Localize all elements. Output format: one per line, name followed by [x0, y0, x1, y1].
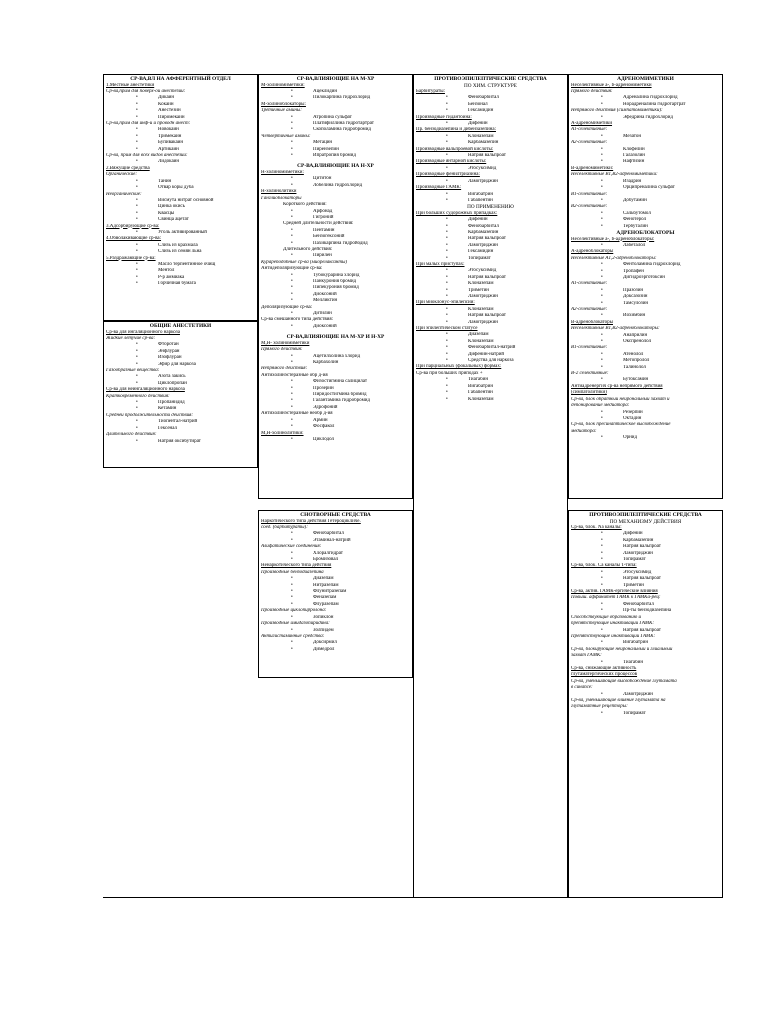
- drug-item: • Энфлуран: [106, 349, 255, 355]
- drug-item: • Йохимбин: [571, 313, 720, 319]
- drug-item: • Квасцы: [106, 211, 255, 217]
- drug-item: • Триметин: [571, 583, 720, 589]
- drug-item: • Фенобарбитал: [261, 531, 410, 537]
- drug-item: • Тамсулозин: [571, 301, 720, 307]
- drug-item: • Габапентин: [416, 198, 565, 204]
- drug-item: • Резерпин: [571, 410, 720, 416]
- drug-item: • Ламотриджин: [416, 243, 565, 249]
- drug-item: • Тропафен: [571, 269, 720, 275]
- drug-item: • Тербуталин: [571, 224, 720, 230]
- drug-item: • Дифенин: [571, 531, 720, 537]
- drug-item: • Мелликтин: [261, 298, 410, 304]
- drug-item: • Эдрофоний: [261, 405, 410, 411]
- drug-item: • Р-р аммиака: [106, 275, 255, 281]
- subgroup-label: Кратковременного действия:: [106, 393, 170, 399]
- drug-item: • Гексамидин: [416, 249, 565, 255]
- subgroup-label: Ср-ва, блок обратный нейрональный захват и: [571, 396, 670, 402]
- antiepileptic-structure-list: [416, 89, 565, 403]
- drug-item: • Кетамин: [106, 406, 255, 412]
- drug-item: • Мезатон: [571, 134, 720, 140]
- drug-item: • Карбамазепин: [571, 538, 720, 544]
- text-line: Антихолинэстеразные необр д-ия: [261, 411, 333, 417]
- drug-item: • Бромизовал: [261, 557, 410, 563]
- section-heading: М-холиномиметики:: [261, 82, 305, 88]
- drug-item: • Фенобарбитал: [416, 95, 565, 101]
- drug-item: • Слизь из крахмала: [106, 243, 255, 249]
- drug-item: • Натрия вальпроат: [416, 313, 565, 319]
- drug-item: • Топирамат: [416, 256, 565, 262]
- section-heading: Ненаркотического типа действия: [261, 563, 332, 569]
- subgroup-label: Ср-ва,прим для инф-й и проводн анест:: [106, 121, 191, 127]
- subgroup-label: A2-селективные:: [571, 140, 608, 146]
- subgroup-label: Повыш. аффинитет ГАМК к ГАМКа-рец:: [571, 595, 661, 601]
- drug-item: • Тиагабин: [571, 660, 720, 666]
- section-heading: При больших судорожных припадках:: [416, 210, 498, 216]
- drug-item: • Ацеклидин: [261, 89, 410, 95]
- subgroup-label: соед. (барбитураты):: [261, 525, 308, 530]
- drug-item: • Анаприлин: [571, 333, 720, 339]
- antiepileptic-structure-subtitle: ПО ХИМ. СТРУКТУРЕ: [464, 82, 517, 89]
- subgroup-label: Ср-ва, прим для всех видов анестезии:: [106, 153, 188, 159]
- section-heading: 2.Вяжущие средства: [106, 165, 150, 171]
- drug-item: • Орнид: [571, 435, 720, 441]
- general-anesthetics-list: [106, 330, 255, 445]
- drug-item: • Пилокарпина гидрохлорид: [261, 95, 410, 101]
- antiepileptic-mechanism-box: [568, 510, 723, 898]
- drug-item: • Метопролол: [571, 358, 720, 364]
- drug-item: • Прозерин: [261, 386, 410, 392]
- drug-item: • Флуразепам: [261, 602, 410, 608]
- section-heading: A-адреноблокаторы: [571, 249, 614, 255]
- drug-item: • Дифенин-натрий: [416, 352, 565, 358]
- drug-item: • Ламотриджин: [571, 692, 720, 698]
- antiepileptic-structure-box: [413, 74, 568, 898]
- drug-item: • Средства для наркоза: [416, 358, 565, 364]
- drug-item: • Нафтизин: [571, 159, 720, 165]
- drug-item: • Топирамат: [571, 557, 720, 563]
- drug-item: • Диазепам: [416, 332, 565, 338]
- section-heading: При малых приступах:: [416, 261, 465, 267]
- afferent-agents-list: [106, 83, 255, 288]
- subgroup-label: Производные имидазопиридина:: [261, 621, 330, 627]
- section-heading: Н-холиномиметики:: [261, 170, 304, 176]
- subgroup-label: Органические:: [106, 172, 138, 178]
- drug-item: • Пирензепин: [261, 147, 410, 153]
- subgroup-label: Способствующие образованию и: [571, 614, 642, 620]
- drug-item: • Сальбутомол: [571, 211, 720, 217]
- subgroup-label: препятствующие инактивации ГАМК:: [571, 621, 655, 627]
- subgroup-label: Курареподобные ср-ва (миорелаксанты): [261, 259, 348, 265]
- drug-item: • Свинца ацетат: [106, 217, 255, 223]
- subgroup-label: Прямого действия:: [571, 89, 613, 94]
- subgroup-label: Ср-ва,прим для поверх-ой анестезии:: [106, 89, 186, 94]
- drug-item: • Натрия вальпроат: [571, 576, 720, 582]
- drug-item: • Изадрин: [571, 179, 720, 185]
- drug-item: • Циклодол: [261, 437, 410, 443]
- drug-item: • Клофелин: [571, 147, 720, 153]
- drug-item: • Тримекаин: [106, 134, 255, 140]
- subgroup-label: Прямого действия:: [261, 347, 303, 353]
- drug-item: • Талинолол: [571, 365, 720, 371]
- subgroup-label: Четвертичные амины:: [261, 133, 311, 139]
- drug-item: • Ламотриджин: [416, 294, 565, 300]
- drug-item: • Дифенин: [416, 121, 565, 127]
- section-heading: Ср-ва, актив. ГАМК-ергические влияния: [571, 589, 658, 595]
- drug-item: • Натрия вальпроат: [416, 153, 565, 159]
- drug-item: • Диазепам: [261, 576, 410, 582]
- drug-item: • Гексамидин: [416, 108, 565, 114]
- subgroup-label: A2-селективные:: [571, 307, 608, 312]
- subgroup-label: A1-селективные:: [571, 281, 608, 287]
- drug-item: • Натрия оксибутират: [106, 439, 255, 445]
- subgroup-label: депонирование медиатора:: [571, 403, 630, 409]
- drug-item: • Пентамин: [261, 228, 410, 234]
- antiepileptic-mechanism-list: [571, 525, 720, 717]
- drug-item: • Карбахолин: [261, 360, 410, 366]
- drug-item: • Вигабатрин: [416, 192, 565, 198]
- drug-item: • Празозин: [571, 288, 720, 294]
- block-heading: СР-ВА,ВЛИЯЮЩИЕ НА М-ХР: [296, 76, 375, 82]
- afferent-agents-title: СР-ВА,ВЛ НА АФФЕРЕНТНЫЙ ОТДЕЛ: [130, 76, 231, 82]
- drug-item: • Лабеталол: [571, 243, 720, 249]
- section-heading: М-холиноблокаторы:: [261, 101, 306, 107]
- drug-item: • Топирамат: [571, 711, 720, 717]
- subgroup-label: B-2 селективные:: [571, 371, 609, 377]
- adrenergic-agents-box: [568, 74, 723, 499]
- general-anesthetics-box: [103, 321, 258, 468]
- section-heading: М,Н-холинолитики:: [261, 430, 304, 436]
- drug-item: • Пиромекаин: [106, 115, 255, 121]
- section-heading: глутаматергических процессов: [571, 672, 638, 678]
- drug-item: • Бензонал: [416, 102, 565, 108]
- drug-item: • Анестезин: [106, 108, 255, 114]
- drug-item: • Галазолин: [571, 153, 720, 159]
- drug-item: • Димедрол: [261, 647, 410, 653]
- drug-item: • Эфир для наркоза: [106, 362, 255, 368]
- subgroup-label: Жидкие летучие ср-ва:: [106, 336, 156, 341]
- subgroup-label: захват ГАМК:: [571, 653, 602, 659]
- drug-item: • Новокаин: [106, 127, 255, 133]
- drug-item: • Пахикарпина гидройодид: [261, 241, 410, 247]
- adrenergic-agents-list: [571, 76, 720, 442]
- drug-item: • Клоназепам: [416, 134, 565, 140]
- drug-item: • Масло терпентинное очищ: [106, 262, 255, 268]
- drug-item: • Гексенал: [106, 426, 255, 432]
- subgroup-label: Производные бензодиазепина: [261, 569, 324, 575]
- drug-item: • Клоназепам: [416, 307, 565, 313]
- drug-item: • Феназепам: [261, 595, 410, 601]
- drug-item: • Натрия вальпроат: [416, 275, 565, 281]
- drug-item: • Изофлуран: [106, 355, 255, 361]
- section-heading: Антиадренергич ср-ва непрямого действия: [571, 383, 663, 389]
- drug-item: • Натрия вальпроат: [571, 544, 720, 550]
- text-line: Ср-ва смешанного типа действия:: [261, 317, 334, 323]
- block-heading: СР-ВА,ВЛИЯЮЩИЕ НА М-ХР И Н-ХР: [286, 334, 385, 341]
- drug-item: • Ламотриджин: [571, 551, 720, 557]
- subgroup-label: Длительного действия:: [106, 432, 157, 438]
- section-heading: Наркотического типа действия Гетероцикличе.: [261, 518, 361, 524]
- block-subheading: ПО ПРИМЕНЕНИЮ: [467, 204, 514, 211]
- subgroup-label: Ср-ва, блок пресинаптическое высвобождение: [571, 422, 671, 428]
- subgroup-label: Средней продолжительности действия:: [106, 412, 194, 418]
- drug-item: • Платифиллина гидротартрат: [261, 121, 410, 127]
- drug-item: • Слизь из семян льна: [106, 249, 255, 255]
- drug-item: • Армин: [261, 418, 410, 424]
- drug-item: • Бензогексоний: [261, 234, 410, 240]
- drug-item: • Лобелина гидрохлорид: [261, 183, 410, 189]
- drug-item: • Пипекурония бромид: [261, 285, 410, 291]
- drug-item: • Добутамин: [571, 198, 720, 204]
- drug-item: • Эфедрина гидрохлорид: [571, 115, 720, 121]
- drug-item: • Азота закись: [106, 374, 255, 380]
- drug-item: • Натрия вальпроат: [571, 628, 720, 634]
- subgroup-label: Ср-ва, уменьшающие влияние глутамата на: [571, 697, 666, 703]
- drug-item: • Уголь активированный: [106, 230, 255, 236]
- drug-item: • Адреналина гидрохлорид: [571, 95, 720, 101]
- drug-item: • Отвар коры дуба: [106, 185, 255, 191]
- drug-item: • Арфонад: [261, 209, 410, 215]
- subgroup-label: Третичные амины:: [261, 108, 302, 114]
- drug-item: • Атропина сульфат: [261, 115, 410, 121]
- drug-item: • Пр-ты бензодиазепина: [571, 608, 720, 614]
- section-heading: Барбитураты:: [416, 89, 445, 94]
- section-heading: Ср-ва, снижающие активность: [571, 665, 637, 671]
- drug-item: • Дигидроэрготоксин: [571, 275, 720, 281]
- subgroup-label: B1-селективные:: [571, 191, 608, 197]
- section-heading: При эпилептическом статусе: [416, 326, 478, 332]
- drug-item: • Этаминал-натрий: [261, 538, 410, 544]
- section-heading: A-адреномиметики: [571, 121, 613, 127]
- drug-item: • Ацетилхолина хлорид: [261, 354, 410, 360]
- section-heading: Производные фенилтриазина:: [416, 172, 480, 178]
- drug-item: • Метацин: [261, 140, 410, 146]
- drug-item: • Хлоралгидрат: [261, 551, 410, 557]
- text-line: Ср-ва при больших приподах +: [416, 370, 483, 376]
- subgroup-label: Неселективные B1,B2-адреноблокаторы:: [571, 326, 660, 332]
- drug-item: • Тубокурарина хлорид: [261, 273, 410, 279]
- block-heading: СР-ВА,ВЛИЯЮЩИЕ НА Н-ХР: [297, 163, 374, 170]
- section-heading: М,Н- холиномиметики: [261, 340, 310, 346]
- drug-item: • Этосуксимид: [416, 166, 565, 172]
- cholinergic-agents-list: [261, 76, 410, 443]
- block-heading: АДРЕНОМИМЕТИКИ: [617, 76, 674, 82]
- drug-item: • Циклопропан: [106, 381, 255, 387]
- subgroup-label: глутаматные рецепторы:: [571, 704, 628, 710]
- subgroup-label: Ср-ва, уменьшающие высвобождение глутамата: [571, 678, 677, 684]
- drug-item: • Диоксоний: [261, 292, 410, 298]
- drug-item: • Гигроний: [261, 215, 410, 221]
- subgroup-label: Препятствующие инактивации ГАМК:: [571, 633, 656, 639]
- drug-item: • Норадреналина гидротартрат: [571, 102, 720, 108]
- section-heading: Ср-ва, блок. Ca каналы T-типа:: [571, 563, 637, 569]
- afferent-agents-box: [103, 74, 258, 321]
- drug-item: • Фенобарбитал: [416, 224, 565, 230]
- drug-item: • Лидокаин: [106, 159, 255, 165]
- drug-item: • Ипратропия бромид: [261, 153, 410, 159]
- drug-item: • Габапентин: [416, 390, 565, 396]
- subgroup-label: Ганглиоблокаторы: [261, 195, 302, 201]
- drug-item: • Дитилин: [261, 311, 410, 317]
- subgroup-label: Неорганические:: [106, 191, 142, 197]
- general-anesthetics-title: ОБЩИЕ АНЕСТЕТИКИ: [149, 323, 212, 329]
- drug-item: • Карбамазепин: [416, 140, 565, 146]
- subgroup-label: Длительного действия:: [283, 246, 333, 252]
- drug-item: • Цинка окись: [106, 204, 255, 210]
- section-heading: 5.Раздражающие ср-ва:: [106, 255, 156, 261]
- drug-item: • Артикаин: [106, 147, 255, 153]
- drug-item: • Скополамина гидробромид: [261, 127, 410, 133]
- drug-item: • Доксирмил: [261, 640, 410, 646]
- drug-item: • Вигабатрин: [416, 384, 565, 390]
- drug-item: • Ламотриджин: [416, 320, 565, 326]
- drug-item: • Натрия вальпроат: [416, 236, 565, 242]
- drug-item: • Фентоламина гидрохлорид: [571, 262, 720, 268]
- block-heading: АДРЕНОБЛОКАТОРЫ: [616, 229, 675, 236]
- section-heading: Производные янтарной кислоты:: [416, 159, 487, 165]
- drug-item: • Диоксоний: [261, 324, 410, 330]
- section-heading: 3.Адсорбирующие ср-ва:: [106, 223, 160, 229]
- drug-item: • Фосфакол: [261, 424, 410, 430]
- drug-item: • Вигабатрин: [571, 640, 720, 646]
- subgroup-label: B1-селективные:: [571, 345, 608, 351]
- drug-item: • Дикаин: [106, 95, 255, 101]
- subgroup-label: в синапсе:: [571, 685, 593, 691]
- subgroup-label: Производные циклопирролона:: [261, 608, 327, 614]
- section-heading: Производные гидантоина:: [416, 114, 472, 120]
- subgroup-label: Неселективные A1,2-адреноблокаторы:: [571, 255, 657, 261]
- section-heading: Н-холинолитики: [261, 189, 297, 195]
- subgroup-label: Непрямого действия (симпатомиметики):: [571, 108, 663, 114]
- drug-item: • Ментол: [106, 268, 255, 274]
- text-line: Антидеполяризующие ср-ва:: [261, 266, 323, 272]
- drug-item: • Тиагабин: [416, 377, 565, 383]
- section-heading: Неселективные a-, b-адреноблокаторы:: [571, 236, 655, 242]
- drug-item: • Фенобарбитал: [571, 602, 720, 608]
- drug-item: • Этосуксимид: [416, 268, 565, 274]
- drug-item: • Танин: [106, 179, 255, 185]
- subgroup-label: Ср-ва, блокирующие нейрональный и глиальный: [571, 646, 673, 652]
- drug-item: • Пирилен: [261, 253, 410, 259]
- subgroup-label: B2-селективные:: [571, 204, 608, 210]
- drug-item: • Клоназепам: [416, 397, 565, 403]
- drug-item: • Флунитразепам: [261, 589, 410, 595]
- hypnotics-list: [261, 519, 410, 654]
- cholinergic-agents-box: [258, 74, 413, 499]
- drug-item: • Октадин: [571, 416, 720, 422]
- drug-item: • Тиопентал-натрий: [106, 419, 255, 425]
- section-heading: B-адреноблокаторы: [571, 319, 613, 325]
- drug-item: • Этосуксимид: [571, 570, 720, 576]
- section-heading: (симпатолитики): [571, 390, 607, 396]
- subgroup-label: Непрямого действия:: [261, 366, 308, 372]
- subgroup-label: Газообразные вещества:: [106, 368, 160, 374]
- drug-item: • Доксазозин: [571, 294, 720, 300]
- section-heading: 4.Обволакивающие ср-ва:: [106, 236, 162, 242]
- subgroup-label: Короткого действия:: [283, 202, 327, 208]
- drug-item: • Цититон: [261, 176, 410, 182]
- drug-item: • Окспренолол: [571, 339, 720, 345]
- drug-item: • Пропанидид: [106, 400, 255, 406]
- drug-item: • Фенобарбитал-натрий: [416, 345, 565, 351]
- subgroup-label: медиатора:: [571, 428, 597, 434]
- section-heading: B-адреномиметики:: [571, 165, 614, 171]
- drug-item: • Ламотриджин: [416, 179, 565, 185]
- section-heading: Пр. бензодиазепина и дибензазепина:: [416, 127, 496, 133]
- drug-item: • Карбамазепин: [416, 230, 565, 236]
- section-heading: При миоклонус-эпилепсии:: [416, 300, 475, 306]
- drug-item: • Физостигмина салицилат: [261, 379, 410, 385]
- drug-item: • Зопиклон: [261, 615, 410, 621]
- hypnotics-box: [258, 510, 413, 678]
- drug-item: • Горчичная бумага: [106, 281, 255, 287]
- antiepileptic-mechanism-subtitle: ПО МЕХАНИЗМУ ДЕЙСТВИЯ: [609, 518, 682, 525]
- drug-item: • Бутоксамин: [571, 377, 720, 383]
- drug-item: • Орципреналина сульфат: [571, 185, 720, 191]
- section-heading: Ср-ва, блок. Na каналы:: [571, 525, 622, 530]
- subgroup-label: A1-селективные:: [571, 127, 608, 133]
- drug-item: • Висмута нитрат основной: [106, 198, 255, 204]
- drug-item: • Клоназепам: [416, 281, 565, 287]
- drug-item: • Галантамина гидробромид: [261, 398, 410, 404]
- antiepileptic-structure-title: ПРОТИВОЭПИЛЕПТИЧЕСКИЕ СРЕДСТВА: [434, 76, 547, 82]
- subgroup-label: Антигистаминные средства:: [261, 633, 325, 639]
- drug-item: • Атенолол: [571, 352, 720, 358]
- drug-item: • Бупивакаин: [106, 140, 255, 146]
- drug-item: • Пиридостигмина бромид: [261, 392, 410, 398]
- subgroup-label: Алифатические соединения:: [261, 544, 322, 550]
- drug-item: • Фенотерол: [571, 217, 720, 223]
- text-line: Антихолинэстеразные обр д-ия: [261, 372, 328, 378]
- section-heading: Производные вальпроевой кислоты:: [416, 146, 494, 152]
- subgroup-label: Неселективные B1,B2-адреномиметики:: [571, 172, 658, 178]
- drug-item: • Золпидем: [261, 628, 410, 634]
- bottom-rule: [103, 897, 568, 898]
- drug-item: • Нитразепам: [261, 583, 410, 589]
- drug-item: • Дифенин: [416, 217, 565, 223]
- drug-item: • Кокаин: [106, 102, 255, 108]
- drug-item: • Фторотан: [106, 342, 255, 348]
- drug-item: • Клоназепам: [416, 339, 565, 345]
- section-heading: Ср-ва для ингаляционного наркоза: [106, 329, 180, 335]
- text-line: Деполяризующие ср-ва:: [261, 304, 313, 310]
- section-heading: 1.Местные анестетики: [106, 82, 155, 88]
- section-heading: Ср-ва для неингаляционного наркоза: [106, 387, 185, 393]
- subgroup-label: Средней длительности действия:: [283, 221, 354, 227]
- antiepileptic-mechanism-title: ПРОТИВОЭПИЛЕПТИЧЕСКИЕ СРЕДСТВА: [589, 512, 702, 518]
- drug-item: • Панкурония бромид: [261, 279, 410, 285]
- drug-item: • Триметин: [416, 288, 565, 294]
- section-heading: При парциальных (фокальных) формах:: [416, 364, 502, 370]
- hypnotics-title: СНОТВОРНЫЕ СРЕДСТВА: [300, 512, 371, 518]
- section-heading: Производные ГАМК:: [416, 185, 462, 191]
- section-heading: Неселективные a-, b-адреномиметики: [571, 82, 652, 88]
